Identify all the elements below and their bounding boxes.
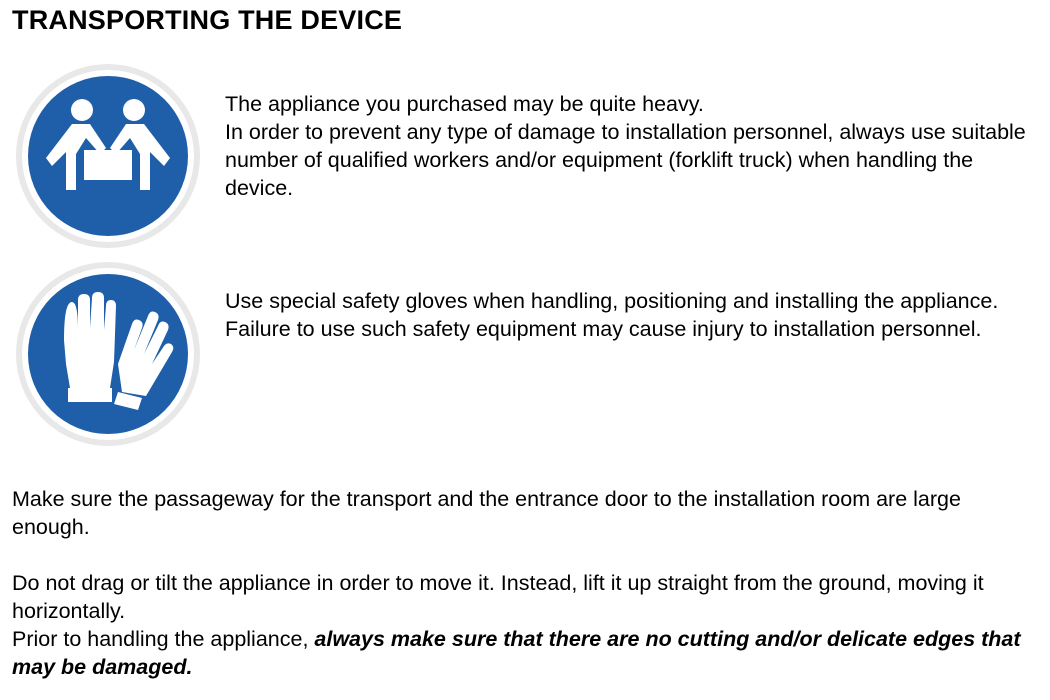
paragraph: Do not drag or tilt the appliance in order to move it. Instead, lift it up straight from the ground, moving it horizontally. (12, 571, 984, 623)
safety-gloves-icon (14, 260, 202, 448)
lifting-instructions (225, 90, 1045, 202)
page-title: TRANSPORTING THE DEVICE (12, 5, 403, 35)
paragraph: Use special safety gloves when handling, positioning and installing the appliance. (225, 289, 999, 313)
prior-text: Prior to handling the appliance, (12, 627, 315, 651)
passageway-note (12, 485, 1042, 541)
paragraph: Make sure the passageway for the transport and the entrance door to the installation room are large enough. (12, 487, 961, 539)
paragraph (12, 625, 1042, 681)
paragraph: In order to prevent any type of damage to installation personnel, always use suitable number of qualified workers and/or equipment (forklift truck) when handling the device. (225, 120, 1026, 200)
emphasis-warning: always make sure that there are no cutting and/or delicate edges that may be damaged. (12, 627, 1021, 679)
paragraph: The appliance you purchased may be quite heavy. (225, 92, 704, 116)
paragraph: Failure to use such safety equipment may cause injury to installation personnel. (225, 317, 982, 341)
handling-note (12, 569, 1042, 681)
gloves-instructions (225, 287, 1045, 343)
two-person-lift-icon (14, 62, 202, 250)
